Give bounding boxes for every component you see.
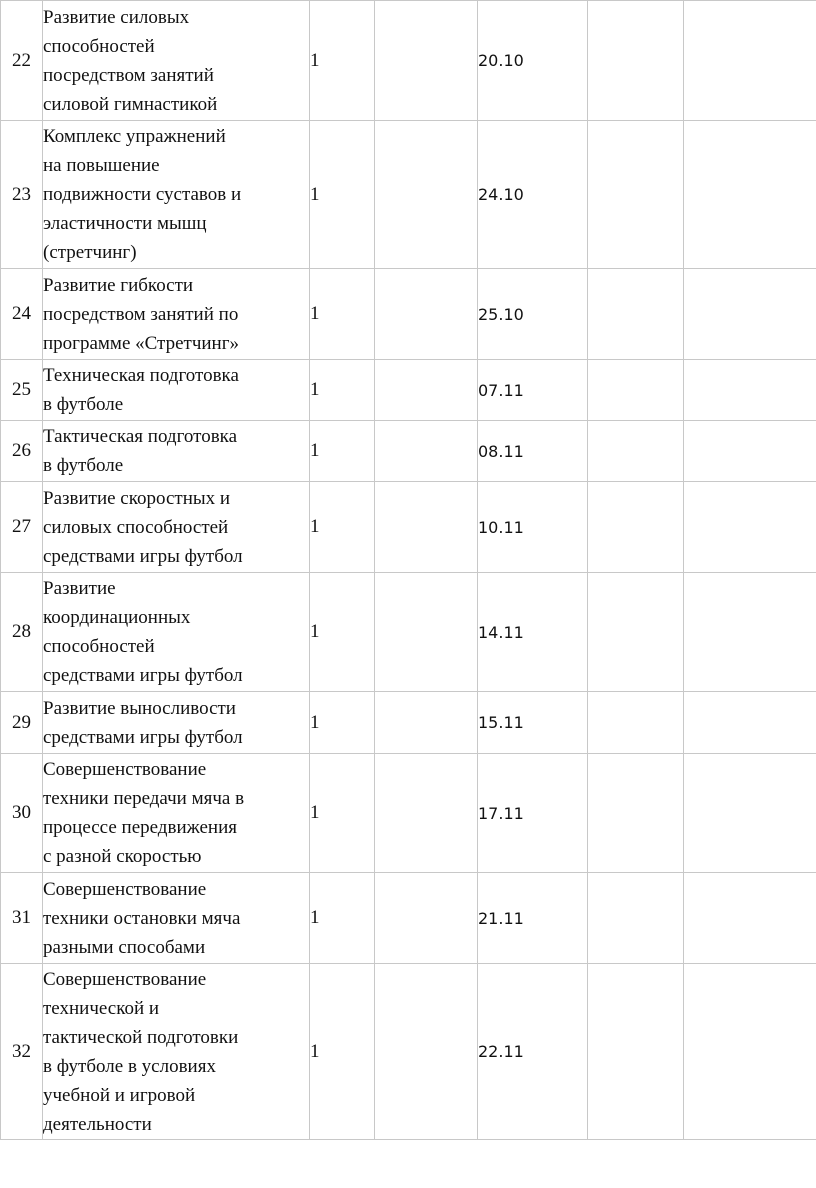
empty-cell	[375, 482, 478, 573]
empty-cell	[588, 573, 684, 692]
lesson-hours: 1	[310, 873, 375, 964]
lesson-date: 25.10	[478, 269, 588, 360]
lesson-date: 07.11	[478, 360, 588, 421]
empty-cell	[375, 121, 478, 269]
empty-cell	[375, 964, 478, 1140]
lesson-topic-line: с разной скоростью	[43, 846, 202, 867]
lesson-number: 22	[1, 1, 43, 121]
table-row	[1, 121, 816, 269]
table-row	[1, 269, 816, 360]
lesson-topic-line: в футболе в условиях	[43, 1055, 216, 1077]
empty-cell	[588, 754, 684, 873]
lesson-topic-line: посредством занятий	[43, 64, 214, 86]
lesson-number: 28	[1, 573, 43, 692]
lesson-topic	[43, 573, 310, 692]
lesson-topic	[43, 964, 310, 1140]
lesson-topic	[43, 269, 310, 360]
lesson-topic-line: силовой гимнастикой	[43, 93, 218, 115]
table-row	[1, 482, 816, 573]
lesson-topic	[43, 360, 310, 421]
lesson-topic-line: координационных	[43, 607, 191, 628]
lesson-topic	[43, 421, 310, 482]
lesson-date: 08.11	[478, 421, 588, 482]
empty-cell	[588, 121, 684, 269]
lesson-date: 22.11	[478, 964, 588, 1140]
lesson-hours: 1	[310, 754, 375, 873]
empty-cell	[375, 360, 478, 421]
lesson-topic-line: тактической подготовки	[43, 1026, 239, 1048]
lesson-topic-line: разными способами	[43, 936, 206, 958]
lesson-date: 15.11	[478, 692, 588, 754]
lesson-number: 27	[1, 482, 43, 573]
empty-cell	[684, 754, 816, 873]
lesson-hours: 1	[310, 573, 375, 692]
empty-cell	[375, 269, 478, 360]
empty-cell	[588, 964, 684, 1140]
lesson-topic-line: техники передачи мяча в	[43, 788, 245, 809]
lesson-topic	[43, 121, 310, 269]
lesson-topic-line: на повышение	[43, 155, 160, 176]
empty-cell	[684, 1, 816, 121]
lesson-topic-line: в футболе	[43, 394, 124, 415]
lesson-topic-line: учебной и игровой	[43, 1084, 196, 1106]
lesson-date: 17.11	[478, 754, 588, 873]
lesson-hours: 1	[310, 482, 375, 573]
lesson-number: 25	[1, 360, 43, 421]
lesson-number: 24	[1, 269, 43, 360]
lesson-topic-line: Развитие выносливости	[43, 697, 236, 719]
lesson-topic-line: процессе передвижения	[43, 817, 237, 838]
lesson-number: 32	[1, 964, 43, 1140]
lesson-number: 30	[1, 754, 43, 873]
empty-cell	[684, 573, 816, 692]
empty-cell	[684, 964, 816, 1140]
table-row	[1, 964, 816, 1140]
lesson-date: 14.11	[478, 573, 588, 692]
lesson-topic-line: Тактическая подготовка	[43, 426, 238, 447]
lesson-topic	[43, 873, 310, 964]
lesson-hours: 1	[310, 964, 375, 1140]
table-row	[1, 873, 816, 964]
lesson-topic-line: посредством занятий по	[43, 303, 239, 325]
empty-cell	[684, 873, 816, 964]
empty-cell	[588, 1, 684, 121]
empty-cell	[684, 692, 816, 754]
lesson-hours: 1	[310, 360, 375, 421]
table-row	[1, 754, 816, 873]
lesson-topic-line: подвижности суставов и	[43, 184, 242, 205]
empty-cell	[684, 269, 816, 360]
table-row	[1, 360, 816, 421]
lesson-topic-line: способностей	[43, 636, 155, 657]
empty-cell	[588, 482, 684, 573]
lesson-hours: 1	[310, 421, 375, 482]
empty-cell	[375, 754, 478, 873]
table-row	[1, 1, 816, 121]
empty-cell	[684, 482, 816, 573]
lesson-date: 10.11	[478, 482, 588, 573]
empty-cell	[588, 421, 684, 482]
lesson-topic-line: Развитие скоростных и	[43, 487, 231, 509]
lesson-topic-line: деятельности	[43, 1113, 152, 1135]
lesson-topic-line: Развитие	[43, 578, 116, 599]
lesson-date: 21.11	[478, 873, 588, 964]
table-row	[1, 692, 816, 754]
lesson-topic-line: Развитие силовых	[43, 6, 190, 28]
empty-cell	[375, 873, 478, 964]
lesson-topic-line: эластичности мышц	[43, 213, 207, 234]
lesson-topic-line: технической и	[43, 997, 160, 1019]
lesson-topic	[43, 692, 310, 754]
table-row	[1, 421, 816, 482]
empty-cell	[684, 121, 816, 269]
lesson-hours: 1	[310, 1, 375, 121]
lesson-topic-line: Развитие гибкости	[43, 274, 194, 296]
empty-cell	[375, 1, 478, 121]
lesson-table-body	[1, 1, 816, 1140]
lesson-hours: 1	[310, 269, 375, 360]
lesson-date: 20.10	[478, 1, 588, 121]
table-row	[1, 573, 816, 692]
lesson-topic-line: Комплекс упражнений	[43, 126, 226, 147]
lesson-topic	[43, 754, 310, 873]
lesson-number: 31	[1, 873, 43, 964]
empty-cell	[684, 360, 816, 421]
empty-cell	[684, 421, 816, 482]
lesson-topic-line: средствами игры футбол	[43, 665, 243, 686]
empty-cell	[588, 269, 684, 360]
lesson-topic	[43, 1, 310, 121]
lesson-topic-line: в футболе	[43, 455, 124, 476]
empty-cell	[588, 692, 684, 754]
lesson-topic-line: средствами игры футбол	[43, 726, 243, 748]
lesson-topic-line: способностей	[43, 35, 155, 57]
lesson-number: 23	[1, 121, 43, 269]
lesson-topic-line: Совершенствование	[43, 759, 207, 780]
empty-cell	[588, 873, 684, 964]
empty-cell	[588, 360, 684, 421]
lesson-topic-line: Совершенствование	[43, 968, 207, 990]
lesson-topic	[43, 482, 310, 573]
lesson-topic-line: (стретчинг)	[43, 242, 137, 263]
lesson-hours: 1	[310, 121, 375, 269]
lesson-date: 24.10	[478, 121, 588, 269]
lesson-topic-line: техники остановки мяча	[43, 907, 241, 929]
lesson-hours: 1	[310, 692, 375, 754]
lesson-topic-line: силовых способностей	[43, 516, 229, 538]
lesson-topic-line: Техническая подготовка	[43, 365, 239, 386]
empty-cell	[375, 692, 478, 754]
lesson-number: 26	[1, 421, 43, 482]
lesson-topic-line: программе «Стретчинг»	[43, 332, 240, 354]
empty-cell	[375, 573, 478, 692]
empty-cell	[375, 421, 478, 482]
lesson-topic-line: Совершенствование	[43, 878, 207, 900]
lesson-number: 29	[1, 692, 43, 754]
lesson-topic-line: средствами игры футбол	[43, 545, 243, 567]
